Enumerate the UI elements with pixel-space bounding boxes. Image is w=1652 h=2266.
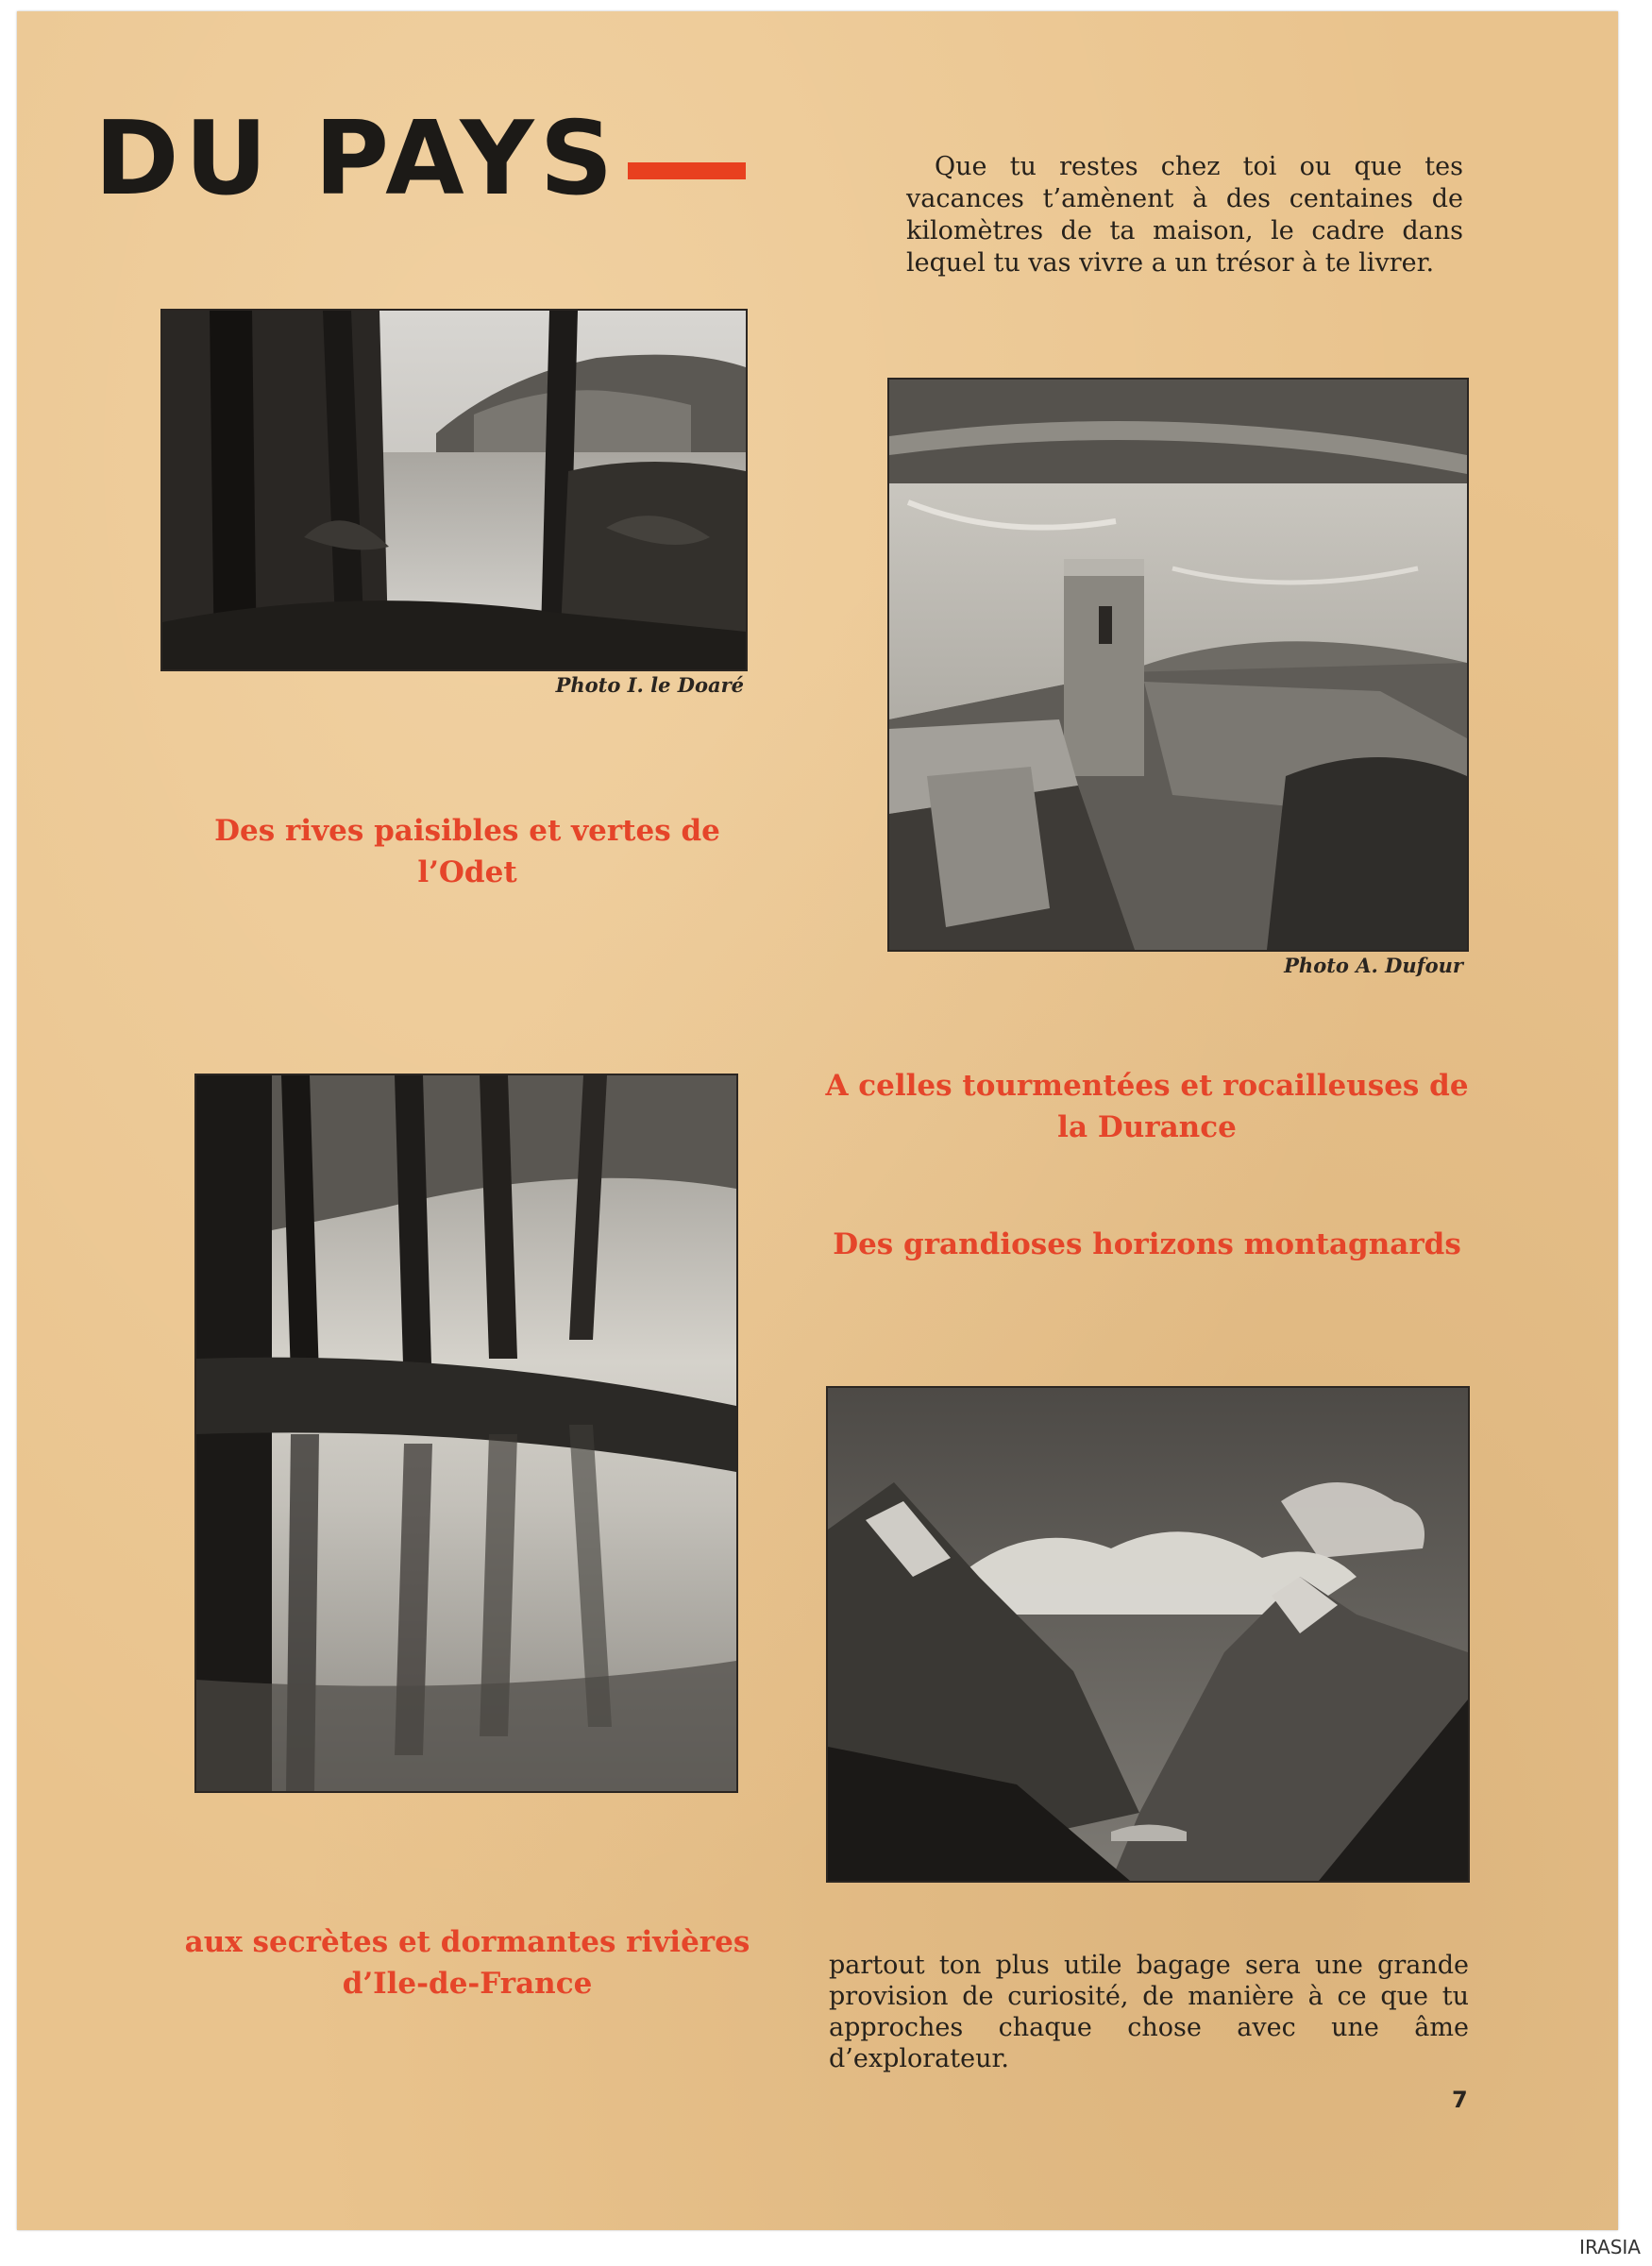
title-accent-bar bbox=[628, 162, 746, 179]
photo-durance-tower bbox=[887, 378, 1469, 952]
caption-montagnards: Des grandioses horizons montagnards bbox=[833, 1227, 1461, 1261]
caption-durance: A celles tourmentées et rocailleuses de la Durance bbox=[825, 1069, 1469, 1144]
photo-mountains bbox=[826, 1386, 1470, 1883]
photo-credit-durance: Photo A. Dufour bbox=[1284, 954, 1463, 977]
page-title: DU PAYS bbox=[94, 100, 619, 218]
photo-credit-odet: Photo I. le Doaré bbox=[555, 673, 744, 697]
intro-paragraph: Que tu restes chez toi ou que tes vacances t’amènent à des centaines de kilomètres de ta maison, le cadre dans lequel tu vas vivre a un trésor à te livrer. bbox=[906, 152, 1463, 278]
photo-ile-de-france-river bbox=[194, 1074, 738, 1793]
watermark: IRASIA bbox=[1579, 2236, 1641, 2258]
page-number: 7 bbox=[1452, 2087, 1468, 2113]
caption-odet: Des rives paisibles et vertes de l’Odet bbox=[214, 814, 720, 889]
outro-paragraph: partout ton plus utile bagage sera une grande provision de curiosité, de manière à ce que tu approches chaque chose avec une âme d’explorateur. bbox=[829, 1951, 1469, 2073]
photo-odet-river bbox=[160, 309, 748, 671]
caption-ile-de-france: aux secrètes et dormantes rivières d’Ile-de-France bbox=[184, 1925, 750, 2001]
